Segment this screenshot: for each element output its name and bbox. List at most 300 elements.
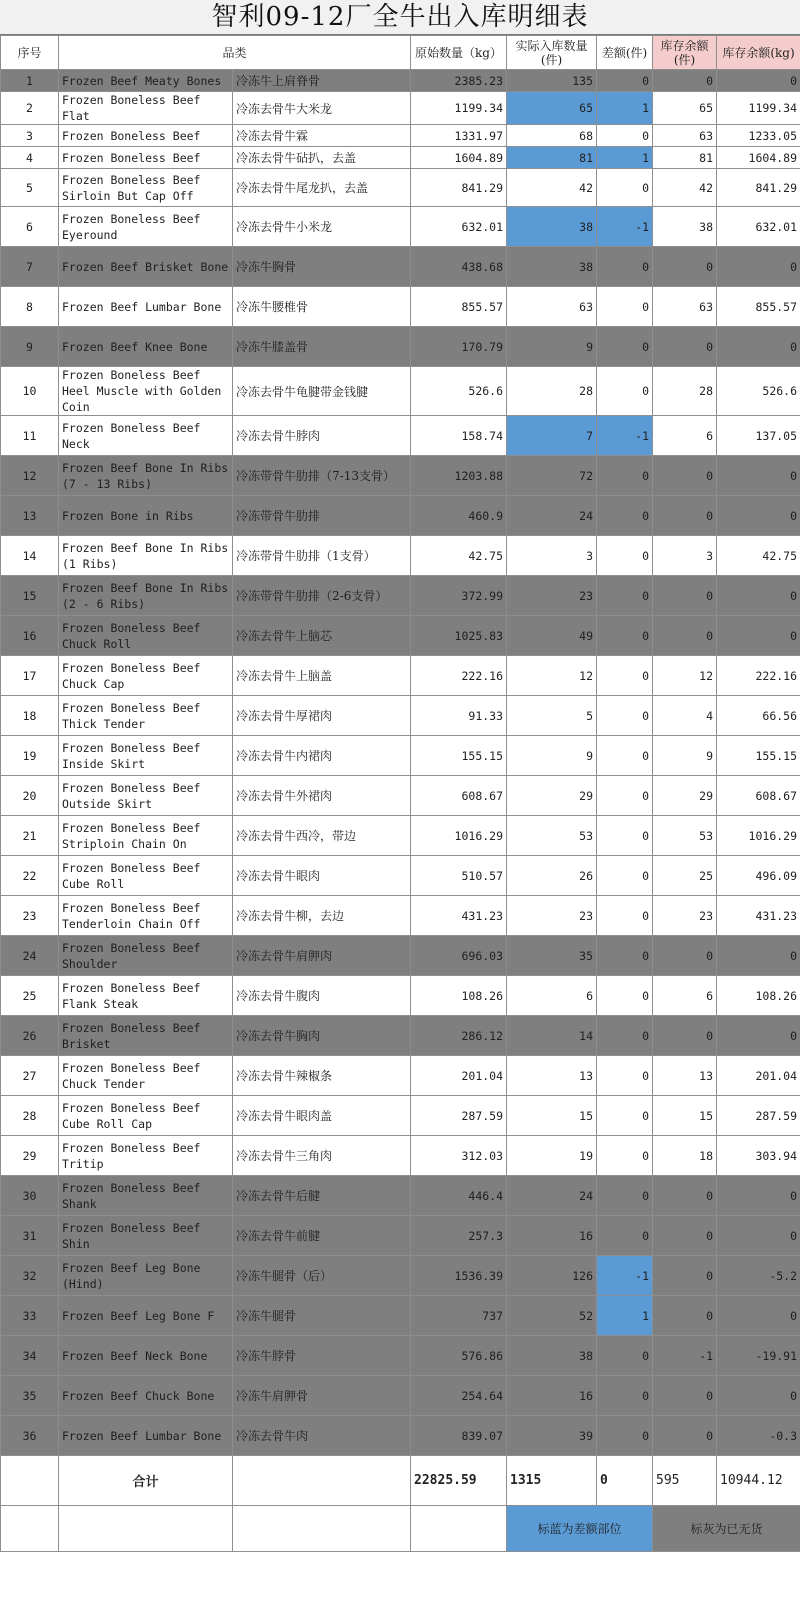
row-stock-pcs: 0: [653, 247, 717, 287]
table-row: [1, 147, 800, 169]
row-index: 25: [1, 976, 59, 1016]
row-actual-qty: 23: [507, 896, 597, 936]
row-diff: 0: [597, 1136, 653, 1176]
row-english-name: Frozen Beef Neck Bone: [59, 1336, 233, 1376]
row-actual-qty: 52: [507, 1296, 597, 1336]
row-chinese-name: 冷冻牛腰椎骨: [233, 287, 411, 327]
row-stock-kg: 0: [717, 1016, 800, 1056]
row-stock-kg: 496.09: [717, 856, 800, 896]
row-orig-qty: 91.33: [411, 696, 507, 736]
row-diff: 1: [597, 92, 653, 125]
row-orig-qty: 42.75: [411, 536, 507, 576]
table-row: [1, 536, 800, 576]
row-chinese-name: 冷冻去骨牛后腱: [233, 1176, 411, 1216]
total-actual: 1315: [507, 1456, 597, 1506]
row-stock-pcs: 63: [653, 125, 717, 147]
legend-gray: 标灰为已无货: [653, 1506, 800, 1552]
sheet-title: 智利09-12厂全牛出入库明细表: [0, 0, 800, 35]
row-index: 33: [1, 1296, 59, 1336]
row-index: 16: [1, 616, 59, 656]
row-chinese-name: 冷冻去骨牛上脑盖: [233, 656, 411, 696]
row-diff: 0: [597, 1056, 653, 1096]
row-stock-kg: 1604.89: [717, 147, 800, 169]
row-chinese-name: 冷冻带骨牛肋排: [233, 496, 411, 536]
row-orig-qty: 737: [411, 1296, 507, 1336]
row-chinese-name: 冷冻牛上肩脊骨: [233, 70, 411, 92]
header-diff: 差额(件): [597, 36, 653, 70]
row-index: 31: [1, 1216, 59, 1256]
table-row: [1, 1336, 800, 1376]
row-actual-qty: 35: [507, 936, 597, 976]
row-index: 32: [1, 1256, 59, 1296]
table-row: [1, 856, 800, 896]
row-diff: 0: [597, 70, 653, 92]
row-index: 5: [1, 169, 59, 207]
table-row: [1, 656, 800, 696]
row-diff: -1: [597, 1256, 653, 1296]
table-row: [1, 1376, 800, 1416]
row-stock-kg: 0: [717, 1216, 800, 1256]
row-stock-pcs: 38: [653, 207, 717, 247]
row-index: 30: [1, 1176, 59, 1216]
row-stock-pcs: 9: [653, 736, 717, 776]
row-diff: 0: [597, 456, 653, 496]
row-orig-qty: 446.4: [411, 1176, 507, 1216]
table-row: [1, 1296, 800, 1336]
row-diff: 0: [597, 169, 653, 207]
row-orig-qty: 576.86: [411, 1336, 507, 1376]
row-stock-kg: 608.67: [717, 776, 800, 816]
row-actual-qty: 24: [507, 496, 597, 536]
row-stock-kg: 526.6: [717, 367, 800, 416]
row-diff: 0: [597, 856, 653, 896]
row-orig-qty: 460.9: [411, 496, 507, 536]
total-stock-pcs: 595: [653, 1456, 717, 1506]
row-actual-qty: 13: [507, 1056, 597, 1096]
row-orig-qty: 632.01: [411, 207, 507, 247]
row-chinese-name: 冷冻去骨牛脖肉: [233, 416, 411, 456]
row-stock-kg: 137.05: [717, 416, 800, 456]
legend-row: [1, 1506, 800, 1552]
row-stock-kg: 855.57: [717, 287, 800, 327]
row-chinese-name: 冷冻去骨牛胸肉: [233, 1016, 411, 1056]
table-row: [1, 92, 800, 125]
row-english-name: Frozen Boneless Beef Heel Muscle with Golden Coin: [59, 367, 233, 416]
row-stock-kg: -5.2: [717, 1256, 800, 1296]
row-diff: 1: [597, 147, 653, 169]
row-stock-pcs: 12: [653, 656, 717, 696]
row-orig-qty: 855.57: [411, 287, 507, 327]
row-stock-pcs: 0: [653, 327, 717, 367]
row-chinese-name: 冷冻去骨牛西冷，带边: [233, 816, 411, 856]
row-orig-qty: 1536.39: [411, 1256, 507, 1296]
row-index: 24: [1, 936, 59, 976]
row-stock-kg: 0: [717, 1296, 800, 1336]
row-stock-kg: 155.15: [717, 736, 800, 776]
row-chinese-name: 冷冻去骨牛龟腱带金钱腱: [233, 367, 411, 416]
row-stock-pcs: 4: [653, 696, 717, 736]
row-stock-pcs: 0: [653, 456, 717, 496]
row-orig-qty: 155.15: [411, 736, 507, 776]
table-row: [1, 976, 800, 1016]
table-row: [1, 456, 800, 496]
row-english-name: Frozen Boneless Beef: [59, 125, 233, 147]
row-chinese-name: 冷冻去骨牛大米龙: [233, 92, 411, 125]
row-orig-qty: 312.03: [411, 1136, 507, 1176]
row-diff: 0: [597, 936, 653, 976]
row-stock-kg: 0: [717, 496, 800, 536]
row-chinese-name: 冷冻去骨牛小米龙: [233, 207, 411, 247]
row-orig-qty: 1025.83: [411, 616, 507, 656]
row-chinese-name: 冷冻去骨牛上脑芯: [233, 616, 411, 656]
row-chinese-name: 冷冻带骨牛肋排（7-13支骨）: [233, 456, 411, 496]
row-chinese-name: 冷冻牛脖骨: [233, 1336, 411, 1376]
row-chinese-name: 冷冻去骨牛腹肉: [233, 976, 411, 1016]
row-english-name: Frozen Beef Bone In Ribs (7 - 13 Ribs): [59, 456, 233, 496]
row-index: 21: [1, 816, 59, 856]
row-index: 35: [1, 1376, 59, 1416]
row-diff: 0: [597, 1376, 653, 1416]
row-actual-qty: 26: [507, 856, 597, 896]
row-actual-qty: 38: [507, 1336, 597, 1376]
header-stock-kg: 库存余额(kg): [717, 36, 800, 70]
row-orig-qty: 1203.88: [411, 456, 507, 496]
row-chinese-name: 冷冻去骨牛辣椒条: [233, 1056, 411, 1096]
row-chinese-name: 冷冻去骨牛肉: [233, 1416, 411, 1456]
row-orig-qty: 2385.23: [411, 70, 507, 92]
row-stock-kg: 0: [717, 456, 800, 496]
row-english-name: Frozen Boneless Beef Chuck Roll: [59, 616, 233, 656]
row-orig-qty: 1199.34: [411, 92, 507, 125]
row-english-name: Frozen Bone in Ribs: [59, 496, 233, 536]
row-actual-qty: 15: [507, 1096, 597, 1136]
row-stock-kg: 108.26: [717, 976, 800, 1016]
row-stock-kg: 632.01: [717, 207, 800, 247]
row-diff: 0: [597, 616, 653, 656]
table-row: [1, 1216, 800, 1256]
row-diff: 0: [597, 1216, 653, 1256]
table-row: [1, 1256, 800, 1296]
table-row: [1, 1136, 800, 1176]
row-stock-pcs: 0: [653, 1016, 717, 1056]
row-diff: 0: [597, 736, 653, 776]
row-actual-qty: 39: [507, 1416, 597, 1456]
header-orig-qty: 原始数量（kg）: [411, 36, 507, 70]
row-diff: 0: [597, 496, 653, 536]
row-stock-kg: 201.04: [717, 1056, 800, 1096]
row-index: 14: [1, 536, 59, 576]
row-english-name: Frozen Boneless Beef Cube Roll Cap: [59, 1096, 233, 1136]
row-diff: 0: [597, 1016, 653, 1056]
row-diff: 0: [597, 327, 653, 367]
table-row: [1, 1016, 800, 1056]
row-diff: 0: [597, 976, 653, 1016]
row-english-name: Frozen Beef Brisket Bone: [59, 247, 233, 287]
row-stock-pcs: 6: [653, 416, 717, 456]
row-orig-qty: 158.74: [411, 416, 507, 456]
row-diff: 0: [597, 1336, 653, 1376]
row-stock-kg: 1199.34: [717, 92, 800, 125]
row-chinese-name: 冷冻去骨牛内裙肉: [233, 736, 411, 776]
table-row: [1, 816, 800, 856]
table-row: [1, 70, 800, 92]
row-stock-pcs: 0: [653, 1256, 717, 1296]
row-stock-pcs: 0: [653, 616, 717, 656]
row-stock-pcs: 0: [653, 496, 717, 536]
row-stock-kg: 66.56: [717, 696, 800, 736]
row-stock-kg: -19.91: [717, 1336, 800, 1376]
table-row: [1, 776, 800, 816]
row-english-name: Frozen Beef Lumbar Bone: [59, 1416, 233, 1456]
row-stock-pcs: 23: [653, 896, 717, 936]
row-actual-qty: 9: [507, 327, 597, 367]
row-stock-kg: 0: [717, 1376, 800, 1416]
row-chinese-name: 冷冻去骨牛霖: [233, 125, 411, 147]
table-row: [1, 576, 800, 616]
row-actual-qty: 16: [507, 1376, 597, 1416]
row-stock-pcs: 29: [653, 776, 717, 816]
row-diff: 0: [597, 656, 653, 696]
row-english-name: Frozen Boneless Beef Neck: [59, 416, 233, 456]
row-stock-kg: 0: [717, 576, 800, 616]
row-index: 9: [1, 327, 59, 367]
row-stock-kg: 287.59: [717, 1096, 800, 1136]
row-stock-kg: 841.29: [717, 169, 800, 207]
row-index: 2: [1, 92, 59, 125]
row-orig-qty: 254.64: [411, 1376, 507, 1416]
row-diff: 0: [597, 247, 653, 287]
row-english-name: Frozen Beef Bone In Ribs (2 - 6 Ribs): [59, 576, 233, 616]
row-english-name: Frozen Boneless Beef Chuck Cap: [59, 656, 233, 696]
row-index: 17: [1, 656, 59, 696]
row-actual-qty: 81: [507, 147, 597, 169]
table-row: [1, 416, 800, 456]
table-row: [1, 207, 800, 247]
row-actual-qty: 12: [507, 656, 597, 696]
row-actual-qty: 29: [507, 776, 597, 816]
row-diff: 0: [597, 776, 653, 816]
row-diff: 0: [597, 125, 653, 147]
row-diff: 0: [597, 1176, 653, 1216]
row-stock-pcs: 0: [653, 1376, 717, 1416]
row-orig-qty: 526.6: [411, 367, 507, 416]
row-diff: 0: [597, 1096, 653, 1136]
table-row: [1, 125, 800, 147]
row-stock-pcs: 0: [653, 1176, 717, 1216]
row-english-name: Frozen Boneless Beef Outside Skirt: [59, 776, 233, 816]
row-stock-pcs: 25: [653, 856, 717, 896]
row-actual-qty: 38: [507, 247, 597, 287]
row-orig-qty: 372.99: [411, 576, 507, 616]
row-stock-kg: 42.75: [717, 536, 800, 576]
row-english-name: Frozen Boneless Beef Brisket: [59, 1016, 233, 1056]
row-diff: 0: [597, 576, 653, 616]
row-stock-pcs: 13: [653, 1056, 717, 1096]
row-chinese-name: 冷冻去骨牛厚裙肉: [233, 696, 411, 736]
row-english-name: Frozen Boneless Beef Shin: [59, 1216, 233, 1256]
total-row: [1, 1456, 800, 1506]
row-english-name: Frozen Boneless Beef Sirloin But Cap Off: [59, 169, 233, 207]
row-index: 36: [1, 1416, 59, 1456]
row-actual-qty: 38: [507, 207, 597, 247]
row-actual-qty: 49: [507, 616, 597, 656]
row-stock-kg: 0: [717, 616, 800, 656]
row-actual-qty: 53: [507, 816, 597, 856]
table-row: [1, 1176, 800, 1216]
row-index: 15: [1, 576, 59, 616]
row-actual-qty: 126: [507, 1256, 597, 1296]
row-diff: 0: [597, 696, 653, 736]
row-actual-qty: 23: [507, 576, 597, 616]
row-english-name: Frozen Beef Meaty Bones: [59, 70, 233, 92]
table-row: [1, 936, 800, 976]
table-row: [1, 616, 800, 656]
row-orig-qty: 287.59: [411, 1096, 507, 1136]
row-index: 18: [1, 696, 59, 736]
row-english-name: Frozen Boneless Beef Tenderloin Chain Off: [59, 896, 233, 936]
row-actual-qty: 63: [507, 287, 597, 327]
row-index: 4: [1, 147, 59, 169]
row-stock-pcs: 81: [653, 147, 717, 169]
row-index: 12: [1, 456, 59, 496]
row-orig-qty: 696.03: [411, 936, 507, 976]
table-row: [1, 1096, 800, 1136]
row-chinese-name: 冷冻牛胸骨: [233, 247, 411, 287]
table-row: [1, 247, 800, 287]
row-actual-qty: 42: [507, 169, 597, 207]
row-index: 19: [1, 736, 59, 776]
table-row: [1, 1416, 800, 1456]
row-diff: 0: [597, 287, 653, 327]
row-stock-kg: 431.23: [717, 896, 800, 936]
row-diff: -1: [597, 207, 653, 247]
row-index: 34: [1, 1336, 59, 1376]
table-row: [1, 896, 800, 936]
row-orig-qty: 1331.97: [411, 125, 507, 147]
row-chinese-name: 冷冻牛腿骨: [233, 1296, 411, 1336]
row-stock-kg: -0.3: [717, 1416, 800, 1456]
row-chinese-name: 冷冻去骨牛尾龙扒，去盖: [233, 169, 411, 207]
header-stock-pcs: 库存余额(件): [653, 36, 717, 70]
row-stock-pcs: 0: [653, 576, 717, 616]
header-category: 品类: [59, 36, 411, 70]
row-stock-pcs: 0: [653, 1416, 717, 1456]
row-orig-qty: 608.67: [411, 776, 507, 816]
row-stock-pcs: 0: [653, 70, 717, 92]
row-actual-qty: 68: [507, 125, 597, 147]
table-row: [1, 327, 800, 367]
row-stock-pcs: 28: [653, 367, 717, 416]
row-orig-qty: 841.29: [411, 169, 507, 207]
row-diff: 0: [597, 536, 653, 576]
row-english-name: Frozen Boneless Beef Shoulder: [59, 936, 233, 976]
row-stock-kg: 0: [717, 936, 800, 976]
row-english-name: Frozen Boneless Beef Shank: [59, 1176, 233, 1216]
row-stock-pcs: 42: [653, 169, 717, 207]
row-orig-qty: 839.07: [411, 1416, 507, 1456]
row-stock-kg: 0: [717, 247, 800, 287]
row-chinese-name: 冷冻去骨牛三角肉: [233, 1136, 411, 1176]
row-english-name: Frozen Beef Bone In Ribs (1 Ribs): [59, 536, 233, 576]
row-stock-pcs: 0: [653, 1296, 717, 1336]
row-chinese-name: 冷冻去骨牛柳，去边: [233, 896, 411, 936]
row-actual-qty: 3: [507, 536, 597, 576]
row-actual-qty: 24: [507, 1176, 597, 1216]
row-index: 8: [1, 287, 59, 327]
row-chinese-name: 冷冻去骨牛眼肉: [233, 856, 411, 896]
row-english-name: Frozen Boneless Beef Flat: [59, 92, 233, 125]
row-stock-pcs: 53: [653, 816, 717, 856]
row-diff: -1: [597, 416, 653, 456]
row-stock-kg: 303.94: [717, 1136, 800, 1176]
row-english-name: Frozen Beef Leg Bone F: [59, 1296, 233, 1336]
row-orig-qty: 431.23: [411, 896, 507, 936]
row-stock-pcs: 65: [653, 92, 717, 125]
row-index: 22: [1, 856, 59, 896]
row-stock-kg: 1016.29: [717, 816, 800, 856]
row-diff: 0: [597, 816, 653, 856]
row-index: 11: [1, 416, 59, 456]
row-stock-pcs: 15: [653, 1096, 717, 1136]
table-row: [1, 367, 800, 416]
table-row: [1, 1056, 800, 1096]
row-index: 7: [1, 247, 59, 287]
row-stock-pcs: 18: [653, 1136, 717, 1176]
row-actual-qty: 65: [507, 92, 597, 125]
row-english-name: Frozen Boneless Beef Flank Steak: [59, 976, 233, 1016]
row-stock-kg: 0: [717, 1176, 800, 1216]
row-actual-qty: 6: [507, 976, 597, 1016]
row-english-name: Frozen Boneless Beef Thick Tender: [59, 696, 233, 736]
table-row: [1, 696, 800, 736]
row-orig-qty: 286.12: [411, 1016, 507, 1056]
total-stock-kg: 10944.12: [717, 1456, 800, 1506]
row-stock-pcs: 0: [653, 1216, 717, 1256]
row-chinese-name: 冷冻牛肩胛骨: [233, 1376, 411, 1416]
row-orig-qty: 222.16: [411, 656, 507, 696]
row-diff: 0: [597, 367, 653, 416]
header-row: [1, 36, 800, 70]
row-orig-qty: 170.79: [411, 327, 507, 367]
row-english-name: Frozen Boneless Beef: [59, 147, 233, 169]
row-index: 10: [1, 367, 59, 416]
row-actual-qty: 28: [507, 367, 597, 416]
row-index: 6: [1, 207, 59, 247]
row-index: 29: [1, 1136, 59, 1176]
row-index: 23: [1, 896, 59, 936]
row-stock-kg: 222.16: [717, 656, 800, 696]
row-stock-pcs: 0: [653, 936, 717, 976]
row-index: 13: [1, 496, 59, 536]
inventory-table: [0, 35, 800, 1552]
row-english-name: Frozen Boneless Beef Cube Roll: [59, 856, 233, 896]
row-stock-pcs: 6: [653, 976, 717, 1016]
table-row: [1, 287, 800, 327]
row-actual-qty: 19: [507, 1136, 597, 1176]
row-chinese-name: 冷冻去骨牛眼肉盖: [233, 1096, 411, 1136]
row-actual-qty: 9: [507, 736, 597, 776]
total-label: 合计: [59, 1456, 233, 1506]
row-orig-qty: 108.26: [411, 976, 507, 1016]
row-chinese-name: 冷冻带骨牛肋排（1支骨）: [233, 536, 411, 576]
row-english-name: Frozen Boneless Beef Striploin Chain On: [59, 816, 233, 856]
row-orig-qty: 1604.89: [411, 147, 507, 169]
total-orig: 22825.59: [411, 1456, 507, 1506]
row-orig-qty: 510.57: [411, 856, 507, 896]
row-chinese-name: 冷冻去骨牛肩胛肉: [233, 936, 411, 976]
row-chinese-name: 冷冻去骨牛外裙肉: [233, 776, 411, 816]
row-chinese-name: 冷冻带骨牛肋排（2-6支骨）: [233, 576, 411, 616]
